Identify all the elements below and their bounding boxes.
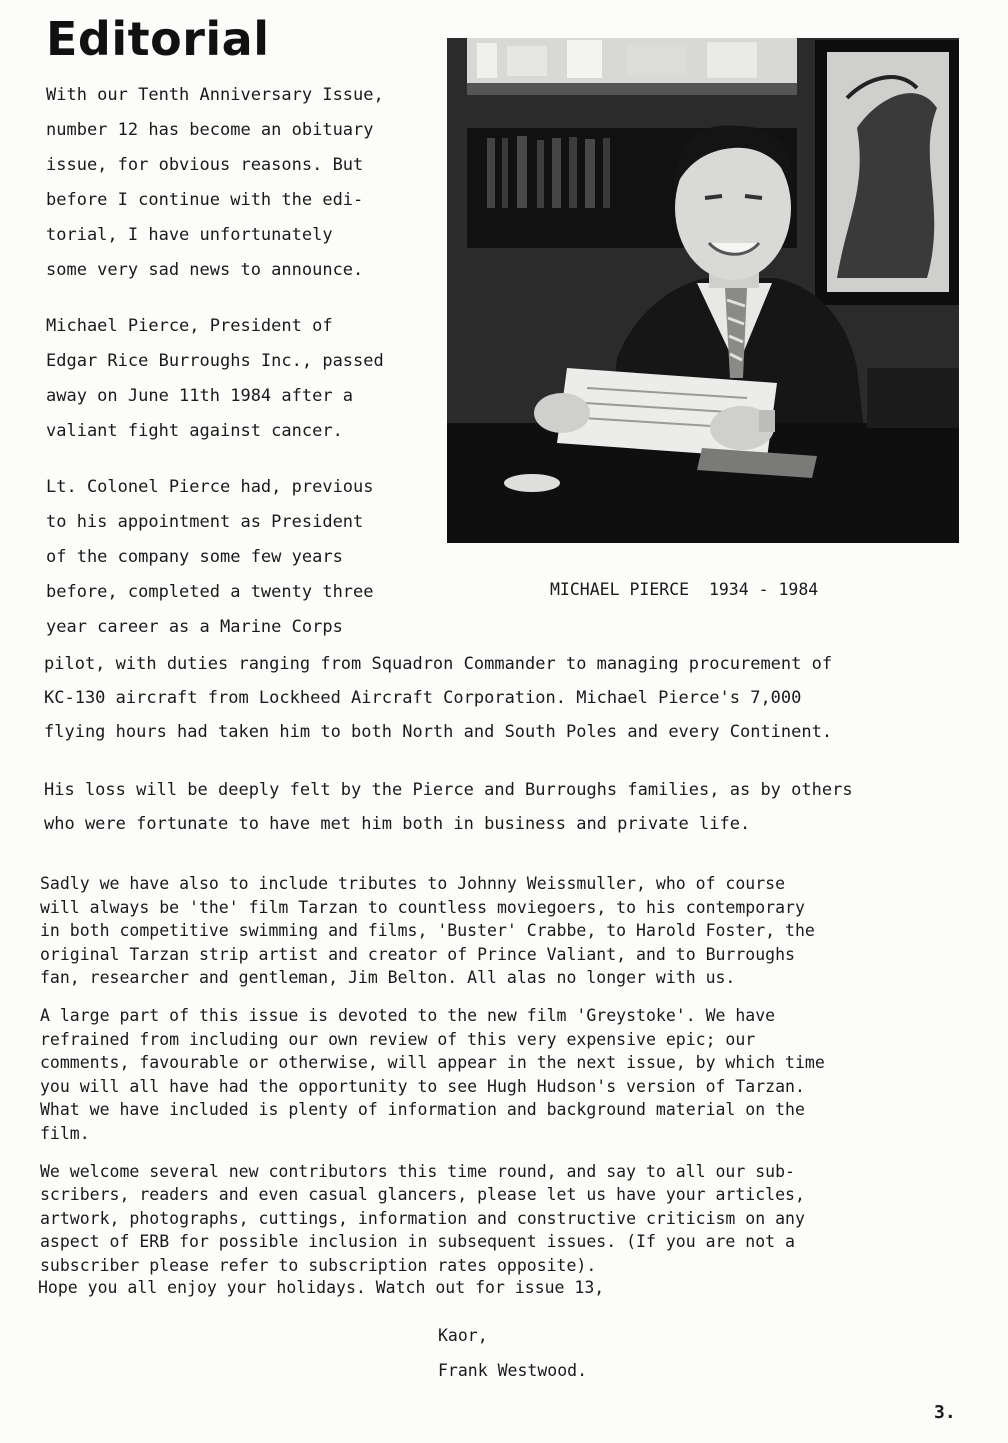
tributes-paragraph: Sadly we have also to include tributes to Johnny Weissmuller, who of course will always be 'the' film Tarzan to countless moviegoers, to his contemporary in both competitive swimming and films, 'Buster' Crabbe, to Harold Foster, the original Tarzan strip artist and creator of Prince Valiant, and to Burroughs fan, researcher and gentleman, Jim Belton. All alas no longer with us. — [40, 874, 815, 988]
contributors-paragraph: We welcome several new contributors this time round, and say to all our sub- scribers, readers and even casual glancers, please let us have your articles, artwork, photographs, cuttings, information and constructive criticism on any aspect of ERB for possible inclusion in subsequent issues. (If you are not a subscriber please refer to subscription rates opposite). — [40, 1161, 805, 1275]
page-title: Editorial — [46, 12, 270, 66]
signoff-greeting: Kaor, — [438, 1326, 488, 1345]
michael-pierce-photo — [447, 38, 959, 543]
signoff-name: Frank Westwood. — [438, 1361, 588, 1380]
obituary-paragraph: Michael Pierce, President of Edgar Rice Burroughs Inc., passed away on June 11th 1984 after a valiant fight against cancer. — [46, 316, 384, 441]
career-paragraph: Lt. Colonel Pierce had, previous to his appointment as President of the company some few years before, completed a twenty three year career as a Marine Corps — [46, 477, 374, 637]
closing-line: Hope you all enjoy your holidays. Watch out for issue 13, — [38, 1278, 605, 1297]
photo-caption: MICHAEL PIERCE 1934 - 1984 — [550, 580, 819, 599]
loss-paragraph: His loss will be deeply felt by the Pierce and Burroughs families, as by others who were fortunate to have met him both in business and private life. — [44, 780, 853, 834]
page-number: 3. — [934, 1402, 956, 1423]
lower-text — [40, 872, 960, 1292]
career-continued-paragraph: pilot, with duties ranging from Squadron Commander to managing procurement of KC-130 aircraft from Lockheed Aircraft Corporation. Michael Pierce's 7,000 flying hours had taken him to both North and South Poles and every Continent. — [44, 654, 833, 742]
intro-paragraph: With our Tenth Anniversary Issue, number 12 has become an obituary issue, for obvious reasons. But before I continue with the edi- torial, I have unfortunately some very sad news to announce. — [46, 85, 384, 280]
signoff — [438, 1318, 587, 1388]
left-column-text — [46, 78, 446, 666]
greystoke-paragraph: A large part of this issue is devoted to the new film 'Greystoke'. We have refrained from including our own review of this very expensive epic; our comments, favourable or otherwise, will appear in the next issue, by which time you will all have had the opportunity to see Hugh Hudson's version of Tarzan. What we have included is plenty of information and background material on the film. — [40, 1005, 825, 1143]
full-width-text — [44, 647, 964, 865]
